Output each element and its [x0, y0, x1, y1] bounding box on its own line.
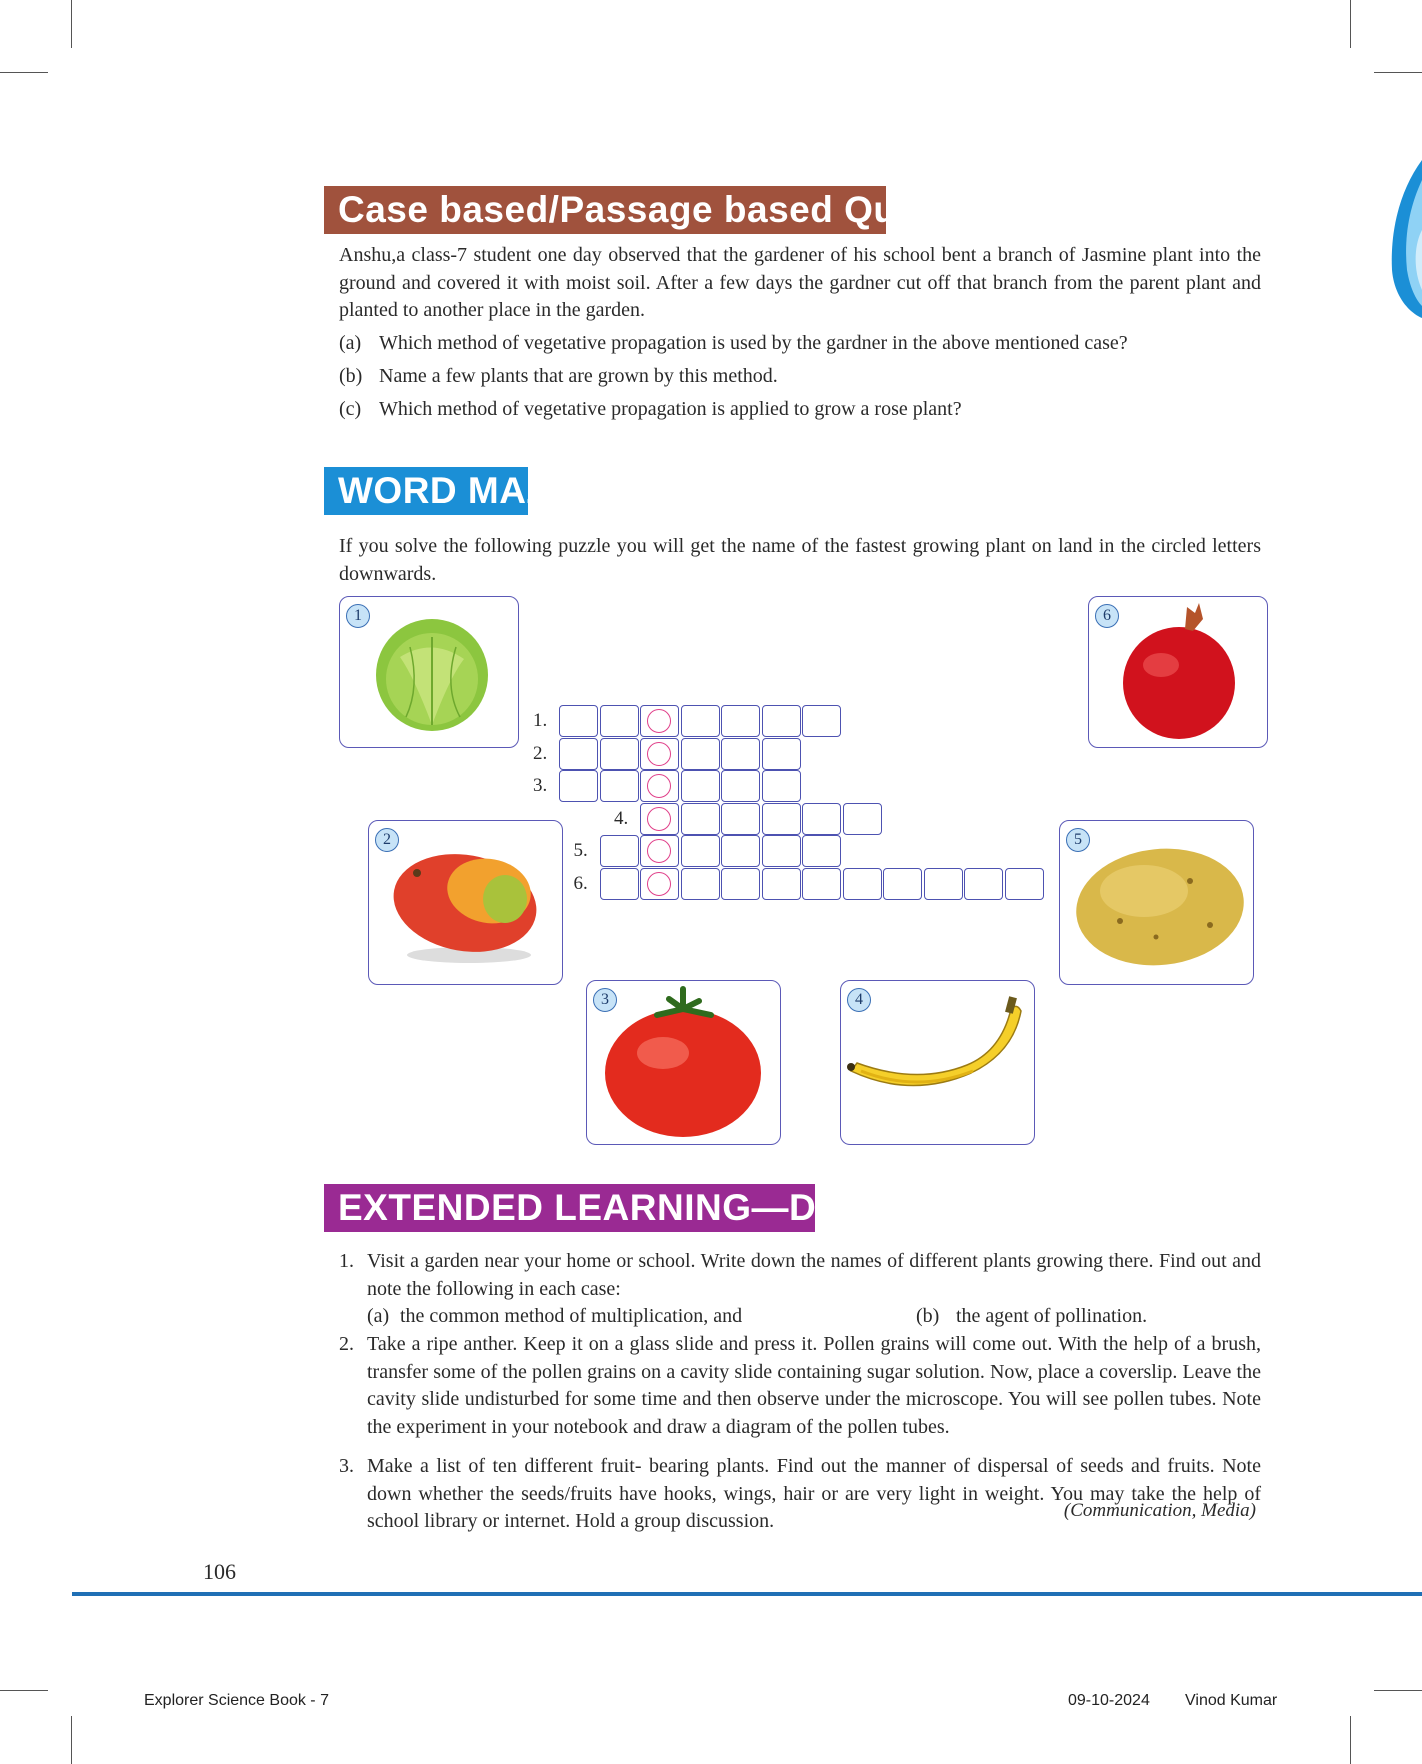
- picture-box-4: [840, 980, 1035, 1145]
- maze-cell[interactable]: [559, 738, 598, 770]
- maze-row-label: 6.: [573, 872, 588, 894]
- potato-icon: [1060, 821, 1253, 984]
- picture-number: 3: [593, 988, 617, 1012]
- crop-mark: [71, 1716, 72, 1764]
- maze-circle-mark: [647, 807, 671, 831]
- maze-cell[interactable]: [681, 803, 720, 835]
- question-label: (c): [339, 398, 362, 420]
- picture-box-6: [1088, 596, 1268, 748]
- chapter-tab-decoration: [1380, 160, 1422, 320]
- maze-cell[interactable]: [802, 835, 841, 867]
- maze-circle-mark: [647, 872, 671, 896]
- maze-cell[interactable]: [640, 868, 679, 900]
- maze-cell[interactable]: [640, 803, 679, 835]
- case-passage: Anshu,a class-7 student one day observed that the gardener of his school bent a branch of Jasmine plant into the ground and covered it with moist soil. After a few days the gardner cut off that branch from the parent plant and planted to another place in the garden.: [339, 244, 1261, 321]
- crop-mark: [0, 72, 48, 73]
- picture-number: 1: [346, 604, 370, 628]
- picture-box-5: [1059, 820, 1254, 985]
- maze-circle-mark: [647, 839, 671, 863]
- maze-cell[interactable]: [600, 738, 639, 770]
- maze-cell[interactable]: [964, 868, 1003, 900]
- maze-cell[interactable]: [559, 705, 598, 737]
- maze-cell[interactable]: [600, 705, 639, 737]
- footer-book-title: Explorer Science Book - 7: [144, 1692, 329, 1709]
- maze-cell[interactable]: [762, 705, 801, 737]
- maze-cell[interactable]: [1005, 868, 1044, 900]
- maze-cell[interactable]: [681, 738, 720, 770]
- extended-learning-heading: EXTENDED LEARNING—DO TIME: [324, 1184, 815, 1232]
- maze-cell[interactable]: [762, 738, 801, 770]
- question-text: Which method of vegetative propagation is applied to grow a rose plant?: [379, 398, 962, 420]
- maze-cell[interactable]: [721, 835, 760, 867]
- maze-cell[interactable]: [721, 738, 760, 770]
- item-text: Make a list of ten different fruit- bearing plants. Find out the manner of dispersal of seeds and fruits. Note down whether the seeds/fruits have hooks, wings, hair or are very light in weight. You may take the help of school library or internet. Hold a group discussion.: [367, 1455, 1261, 1532]
- crop-mark: [1374, 72, 1422, 73]
- sub-text: the agent of pollination.: [956, 1305, 1148, 1327]
- maze-cell[interactable]: [600, 868, 639, 900]
- maze-cell[interactable]: [600, 770, 639, 802]
- maze-cell[interactable]: [721, 705, 760, 737]
- maze-cell[interactable]: [721, 770, 760, 802]
- maze-cell[interactable]: [681, 868, 720, 900]
- sub-label: (b): [916, 1305, 940, 1327]
- maze-row-label: 2.: [533, 742, 548, 764]
- maze-cell[interactable]: [802, 705, 841, 737]
- maze-cell[interactable]: [681, 705, 720, 737]
- maze-cell[interactable]: [721, 868, 760, 900]
- extended-item-2: [339, 1331, 1261, 1441]
- extended-item-1: [339, 1248, 1261, 1331]
- maze-cell[interactable]: [883, 868, 922, 900]
- maze-cell[interactable]: [681, 835, 720, 867]
- item-number: 2.: [339, 1333, 354, 1355]
- picture-number: 6: [1095, 604, 1119, 628]
- maze-cell[interactable]: [721, 803, 760, 835]
- footer-date: 09-10-2024: [1068, 1692, 1150, 1709]
- maze-circle-mark: [647, 742, 671, 766]
- maze-row-label: 5.: [573, 840, 588, 861]
- crop-mark: [71, 0, 72, 48]
- picture-box-2: [368, 820, 563, 985]
- case-question-c: [339, 396, 962, 423]
- maze-row-label: 4.: [614, 807, 629, 829]
- maze-cell[interactable]: [924, 868, 963, 900]
- maze-cell[interactable]: [802, 803, 841, 835]
- picture-number: 2: [375, 828, 399, 852]
- cabbage-icon: [340, 597, 518, 747]
- item-text: Take a ripe anther. Keep it on a glass slide and press it. Pollen grains will come out. With the help of a brush, transfer some of the pollen grains on a cavity slide containing sugar solution. Now, place a coverslip. Leave the cavity slide undisturbed for some time and then observe under the microscope. You will see pollen tubes. Note the experiment in your notebook and draw a diagram of the pollen tubes.: [367, 1333, 1261, 1438]
- picture-box-1: [339, 596, 519, 748]
- maze-cell[interactable]: [762, 803, 801, 835]
- maze-cell[interactable]: [640, 835, 679, 867]
- picture-number: 5: [1066, 828, 1090, 852]
- question-text: Which method of vegetative propagation is used by the gardner in the above mentioned case?: [379, 332, 1128, 354]
- crop-mark: [1374, 1690, 1422, 1691]
- item-number: 3.: [339, 1455, 354, 1477]
- page-number: 106: [203, 1559, 236, 1584]
- maze-cell[interactable]: [843, 868, 882, 900]
- picture-box-3: [586, 980, 781, 1145]
- maze-row-label: 1.: [533, 710, 548, 731]
- sub-text: the common method of multiplication, and: [400, 1305, 743, 1327]
- maze-cell[interactable]: [681, 770, 720, 802]
- case-question-a: [339, 330, 1128, 357]
- pomegranate-icon: [1089, 597, 1267, 747]
- item-text: Visit a garden near your home or school. Write down the names of different plants growing there. Find out and note the following in each case:: [367, 1250, 1261, 1300]
- maze-cell[interactable]: [640, 705, 679, 737]
- case-section-heading: Case based/Passage based Questions: [324, 186, 886, 234]
- mango-icon: [369, 821, 562, 984]
- question-text: Name a few plants that are grown by this method.: [379, 365, 778, 387]
- maze-cell[interactable]: [640, 770, 679, 802]
- case-question-b: [339, 363, 778, 390]
- maze-cell[interactable]: [802, 868, 841, 900]
- word-maze-heading: WORD MAZE: [324, 467, 528, 515]
- maze-cell[interactable]: [762, 835, 801, 867]
- maze-row-label: 3.: [533, 775, 548, 796]
- crop-mark: [1350, 1716, 1351, 1764]
- question-label: (b): [339, 365, 363, 387]
- bottom-rule: [72, 1592, 1422, 1596]
- maze-cell[interactable]: [559, 770, 598, 802]
- sub-label: (a): [367, 1305, 390, 1327]
- word-maze-intro: If you solve the following puzzle you will get the name of the fastest growing plant on land in the circled letters downwards.: [339, 535, 1261, 585]
- footer-author: Vinod Kumar: [1185, 1692, 1278, 1709]
- question-label: (a): [339, 332, 362, 354]
- crop-mark: [0, 1690, 48, 1691]
- crop-mark: [1350, 0, 1351, 48]
- maze-circle-mark: [647, 709, 671, 733]
- maze-cell[interactable]: [843, 803, 882, 835]
- picture-number: 4: [847, 988, 871, 1012]
- maze-cell[interactable]: [762, 770, 801, 802]
- item-number: 1.: [339, 1250, 354, 1272]
- maze-circle-mark: [647, 774, 671, 798]
- banana-icon: [841, 981, 1034, 1144]
- maze-cell[interactable]: [762, 868, 801, 900]
- tomato-icon: [587, 981, 780, 1144]
- maze-cell[interactable]: [600, 835, 639, 867]
- maze-cell[interactable]: [640, 738, 679, 770]
- extended-item-3-tag: (Communication, Media): [1063, 1500, 1256, 1521]
